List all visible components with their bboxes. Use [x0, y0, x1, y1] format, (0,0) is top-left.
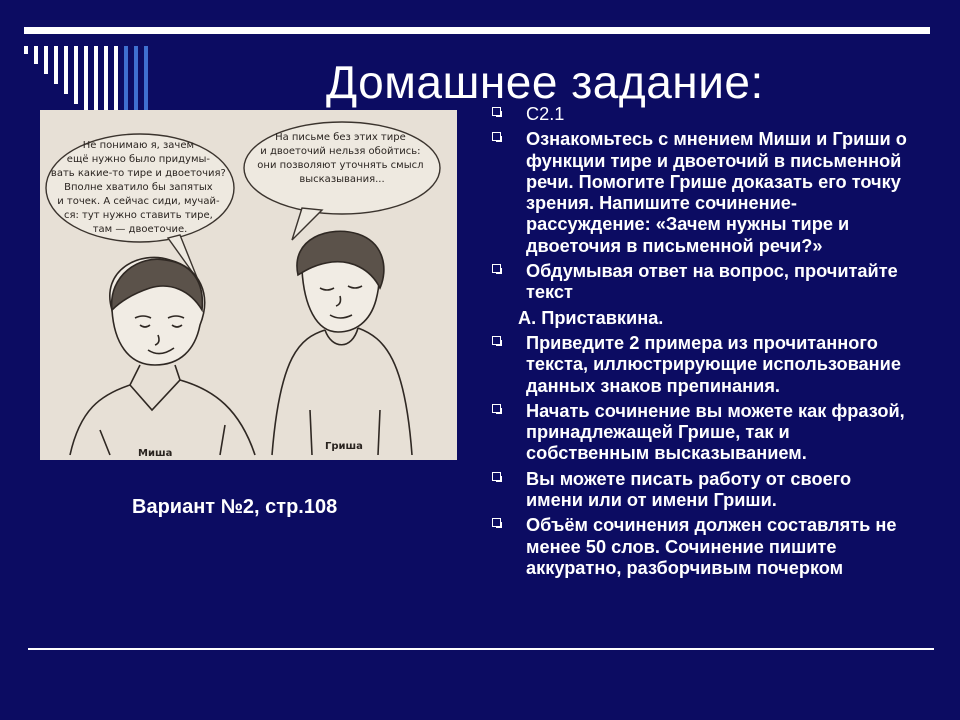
variant-caption: Вариант №2, стр.108 [132, 496, 338, 518]
right-bubble-line: и двоеточий нельзя обойтись: [260, 146, 421, 157]
assignment-item [492, 129, 912, 257]
assignment-text: Ознакомьтесь с мнением Миши и Гриши о функции тире и двоеточий в письменной речи. Помогите Грише доказать его точку зрения. Напишите сочинение-рассуждение: «Зачем нужны тире и двоеточия в письменной речи?» [526, 129, 907, 256]
name-label-grisha: Гриша [325, 441, 363, 452]
assignment-item [492, 104, 912, 125]
left-bubble-line: ся: тут нужно ставить тире, [63, 210, 213, 221]
checkbox-bullet-icon [492, 472, 501, 481]
assignment-text: А. Приставкина. [518, 307, 664, 328]
top-divider-line [24, 27, 930, 34]
right-bubble-line: На письме без этих тире [275, 132, 406, 143]
comic-illustration [40, 110, 457, 460]
right-bubble-line: высказывания... [299, 174, 385, 185]
assignment-item [492, 261, 912, 304]
checkbox-bullet-icon [492, 107, 501, 116]
left-bubble-line: и точек. А сейчас сиди, мучай- [57, 196, 220, 207]
assignment-list [492, 104, 912, 583]
bottom-divider-line [28, 648, 934, 650]
assignment-text: Обдумывая ответ на вопрос, прочитайте текст [526, 261, 898, 303]
assignment-item [492, 308, 912, 329]
left-bubble-line: там — двоеточие. [92, 224, 188, 235]
left-bubble-line: вать какие-то тире и двоеточия? [50, 168, 226, 179]
left-bubble-line: Вполне хватило бы запятых [64, 182, 213, 193]
name-label-misha: Миша [138, 448, 173, 459]
assignment-text: Приведите 2 примера из прочитанного текста, иллюстрирующие использование данных знаков препинания. [526, 332, 901, 396]
checkbox-bullet-icon [492, 518, 501, 527]
assignment-text: Объём сочинения должен составлять не менее 50 слов. Сочинение пишите аккуратно, разборчивым почерком [526, 515, 897, 578]
svg-text:Не понимаю я, зачем ещ [51, 140, 229, 235]
left-bubble-line: ещё нужно было придумы- [66, 154, 211, 165]
checkbox-bullet-icon [492, 264, 501, 273]
decorative-stripes [24, 46, 164, 116]
assignment-text: Вы можете писать работу от своего имени или от имени Гриши. [526, 468, 852, 511]
assignment-item [492, 333, 912, 397]
assignment-text: Начать сочинение вы можете как фразой, принадлежащей Грише, так и собственным высказыванием. [526, 400, 905, 464]
checkbox-bullet-icon [492, 404, 501, 413]
assignment-item [492, 469, 912, 512]
checkbox-bullet-icon [492, 132, 501, 141]
assignment-text: С2.1 [526, 104, 565, 124]
checkbox-bullet-icon [492, 336, 501, 345]
slide-title: Домашнее задание: [326, 56, 764, 108]
left-bubble-line: Не понимаю я, зачем [82, 140, 195, 151]
assignment-item [492, 401, 912, 465]
assignment-item [492, 515, 912, 579]
right-bubble-line: они позволяют уточнять смысл [257, 160, 424, 171]
